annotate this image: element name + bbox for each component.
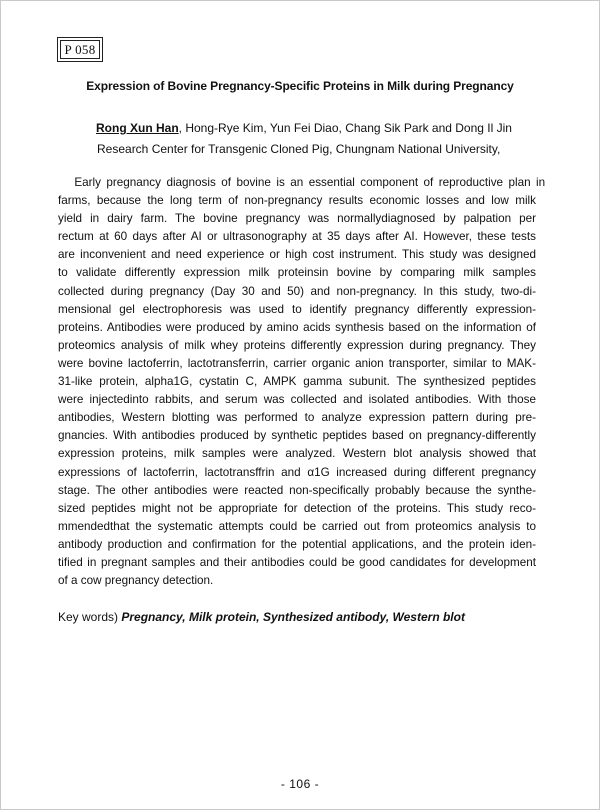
abstract-line: are inconvenient and need experience or high cost instrument. This study was designed xyxy=(58,248,536,262)
abstract-line: 31-like protein, alpha1G, cystatin C, AMPK gamma subunit. The synthesized peptides xyxy=(58,375,536,389)
keywords-label: Key words) xyxy=(58,610,122,624)
abstract-line: farms, because the long term of non-pregnancy results economic losses and low milk xyxy=(58,194,536,208)
abstract-line: expression proteins, milk samples were analyzed. Western blot analysis showed that xyxy=(58,447,536,461)
abstract-line: yield in dairy farm. The bovine pregnancy was normallydiagnosed by palpation per xyxy=(58,212,536,226)
first-author: Rong Xun Han xyxy=(96,121,179,135)
abstract-line: sized peptides might not be appropriate for detection of the proteins. This study reco- xyxy=(58,501,536,515)
abstract-line: Early pregnancy diagnosis of bovine is an essential component of reproductive plan in xyxy=(58,176,546,189)
keywords-terms: Pregnancy, Milk protein, Synthesized antibody, Western blot xyxy=(121,610,465,624)
abstract-line: rectum at 60 days after AI or ultrasonography at 35 days after AI. However, these tests xyxy=(58,230,536,244)
abstract-line: gnancies. With antibodies produced by synthetic peptides based on pregnancy-differently xyxy=(58,429,536,443)
keywords-line xyxy=(58,610,465,624)
poster-code: P 058 xyxy=(64,41,96,57)
abstract-line: proteins. Antibodies were produced by amino acids synthesis based on the information of xyxy=(58,320,536,334)
abstract-line: of a cow pregnancy detection. xyxy=(58,574,214,588)
abstract-line: proteomics analysis of milk whey proteins differently expression during pregnancy. They xyxy=(58,338,536,352)
abstract-line: stage. The other antibodies were reacted non-specifically probably because the synthe- xyxy=(58,483,536,497)
affiliation: Research Center for Transgenic Cloned Pig, Chungnam National University, xyxy=(97,142,501,156)
abstract-line: mmendedthat the systematic attempts could be carried out from proteomics analysis to xyxy=(58,519,536,533)
co-authors: , Hong-Rye Kim, Yun Fei Diao, Chang Sik Park and Dong Il Jin xyxy=(178,121,512,135)
paper-title: Expression of Bovine Pregnancy-Specific Proteins in Milk during Pregnancy xyxy=(86,79,514,93)
abstract-line: mensional gel electrophoresis was used to identify pregnancy differently expression- xyxy=(58,302,536,316)
page-number: - 106 - xyxy=(280,777,320,791)
abstract-line: were injectedinto rabbits, and serum was collected and isolated antibodies. With those xyxy=(58,393,536,407)
abstract-line: antibodies, Western blotting was performed to analyze expression pattern during pre- xyxy=(58,411,536,425)
abstract-line: expressions of lactoferrin, lactotransffrin and α1G increased during different pregnancy xyxy=(58,465,536,479)
abstract-line: antibody production and confirmation for the potential applications, and the protein iden- xyxy=(58,537,536,551)
abstract-line: collected during pregnancy (Day 30 and 50) and non-pregnancy. In this study, two-di- xyxy=(58,284,536,298)
abstract-line: to validate differently expression milk proteinsin bovine by comparing milk samples xyxy=(58,266,536,280)
abstract-line: were bovine lactoferrin, lactotransferrin, carrier organic anion transporter, similar to MAK- xyxy=(58,356,536,370)
author-list xyxy=(96,121,512,135)
abstract-line: tified in pregnant samples and their antibodies could be good candidates for development xyxy=(58,555,536,569)
abstract-body xyxy=(58,174,546,590)
poster-code-box xyxy=(57,37,103,62)
